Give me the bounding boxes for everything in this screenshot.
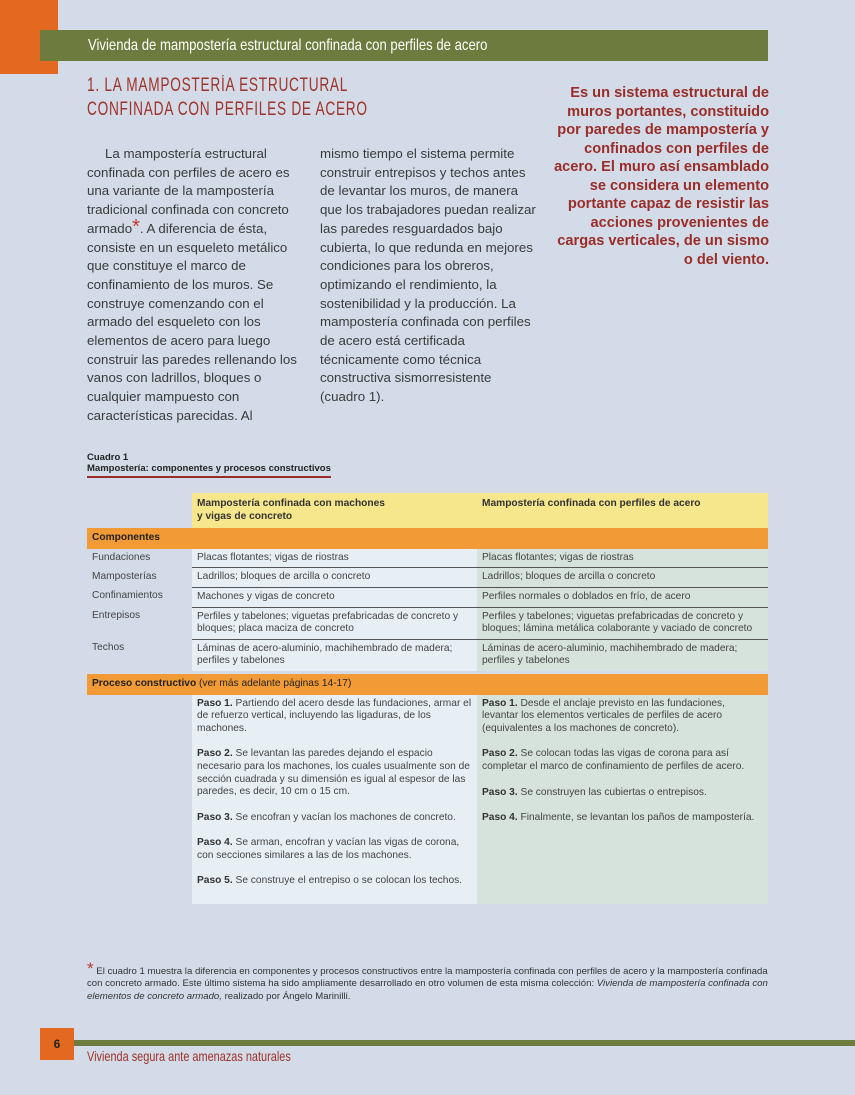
steps-steel (477, 695, 768, 905)
step: Paso 3. Se construyen las cubiertas o entrepisos. (482, 786, 707, 798)
section-title (87, 74, 368, 122)
table-row (87, 639, 768, 671)
steps-concrete (192, 695, 477, 905)
cell-concrete: Perfiles y tabelones; viguetas prefabricadas de concreto y bloques; placa maciza de concreto (192, 607, 477, 639)
cell-concrete: Placas flotantes; vigas de riostras (192, 549, 477, 568)
header-bar (40, 30, 768, 61)
table-row (87, 549, 768, 568)
table-caption-subtitle: Mampostería: componentes y procesos constructivos (87, 463, 331, 478)
step: Paso 2. Se levantan las paredes dejando el espacio necesario para los machones, los cuales usualmente son de sección cuadrada y su dimensión es igual al espesor de las paredes, es decir, 10 cm o 15 cm. (197, 748, 470, 798)
process-group-row (87, 674, 768, 695)
pull-quote: Es un sistema estructural de muros portantes, constituido por paredes de mampostería y confinados con perfiles de acero. El muro así ensamblado se considera un elemento portante capaz de resistir las acciones provenientes de cargas verticales, de un sismo o del viento. (554, 85, 769, 268)
body-text: mismo tiempo el sistema permite construir entrepisos y techos antes de levantar los muros, de manera que los trabajadores puedan realizar las paredes resguardados bajo cubierta, lo que redunda en mejores condiciones para los obreros, optimizando el rendimiento, la sostenibilidad y la producción. La mampostería confinada con perfiles de acero está certificada técnicamente como técnica constructiva sismorresistente (cuadro 1). (320, 146, 536, 405)
cell-concrete: Machones y vigas de concreto (192, 587, 477, 607)
components-header: Componentes (87, 528, 768, 549)
row-label: Techos (87, 639, 192, 671)
table-row (87, 568, 768, 588)
step: Paso 5. Se construye el entrepiso o se colocan los techos. (197, 875, 463, 887)
table-header-row (87, 493, 768, 528)
footnote: * El cuadro 1 muestra la diferencia en componentes y procesos constructivos entre la mampostería confinada con perfiles de acero y la mampostería confinada con concreto armado. Este último sistema ha sido ampliamente desarrollado en otro volumen de esta misma colección: Vivienda de mampostería confinada con elementos de concreto armado, realizado por Ángelo Marinilli. (87, 959, 768, 1002)
table-row (87, 587, 768, 607)
row-label: Entrepisos (87, 607, 192, 639)
cell-concrete: Ladrillos; bloques de arcilla o concreto (192, 568, 477, 588)
process-header: Proceso constructivo (ver más adelante páginas 14-17) (87, 674, 768, 695)
footer-title: Vivienda segura ante amenazas naturales (87, 1048, 291, 1064)
cell-steel: Ladrillos; bloques de arcilla o concreto (477, 568, 768, 588)
table-caption (87, 452, 331, 478)
process-steps-row (87, 695, 768, 905)
section-title-line1: 1. LA MAMPOSTERÍA ESTRUCTURAL (87, 75, 349, 96)
header-title: Vivienda de mampostería estructural confinada con perfiles de acero (88, 37, 488, 54)
section-title-line2: CONFINADA CON PERFILES DE ACERO (87, 99, 368, 120)
body-text: La mampostería estructural confinada con perfiles de acero es una variante de la mampostería tradicional confinada con concreto armado (87, 146, 290, 236)
column-header-steel: Mampostería confinada con perfiles de acero (477, 493, 768, 528)
cell-steel: Perfiles y tabelones; viguetas prefabricadas de concreto y bloques; lámina metálica colaborante y vaciado de concreto (477, 607, 768, 639)
step: Paso 2. Se colocan todas las vigas de corona para así completar el marco de confinamiento de perfiles de acero. (482, 748, 745, 772)
column-header-concrete: Mampostería confinada con machones y vigas de concreto (192, 493, 477, 528)
step: Paso 3. Se encofran y vacían los machones de concreto. (197, 811, 456, 823)
components-group-row (87, 528, 768, 549)
table-caption-number: Cuadro 1 (87, 452, 129, 463)
cell-steel: Placas flotantes; vigas de riostras (477, 549, 768, 568)
page-number: 6 (40, 1028, 74, 1060)
asterisk-mark: * (132, 215, 140, 238)
cell-steel: Perfiles normales o doblados en frío, de acero (477, 587, 768, 607)
table-row (87, 607, 768, 639)
row-label: Confinamientos (87, 587, 192, 607)
step: Paso 1. Desde el anclaje previsto en las fundaciones, levantar los elementos verticales de perfiles de acero (equivalentes a los machones de concreto). (482, 697, 725, 734)
cell-steel: Láminas de acero-aluminio, machihembrado de madera; perfiles y tabelones (477, 639, 768, 671)
cell-concrete: Láminas de acero-aluminio, machihembrado de madera; perfiles y tabelones (192, 639, 477, 671)
body-text: . A diferencia de ésta, consiste en un esqueleto metálico que constituye el marco de confinamiento de los muros. Se construye comenzando con el armado del esqueleto con los elementos de acero para luego construir las paredes rellenando los vanos con ladrillos, bloques o cualquier mampuesto con características parecidas. Al (87, 220, 297, 423)
row-label: Mamposterías (87, 568, 192, 588)
body-column-1 (87, 145, 305, 426)
step: Paso 1. Partiendo del acero desde las fundaciones, armar el de refuerzo vertical, incluyendo las ligaduras, de los machones. (197, 697, 472, 734)
footer-bar (74, 1040, 855, 1046)
step: Paso 4. Finalmente, se levantan los paños de mampostería. (482, 812, 755, 824)
row-label: Fundaciones (87, 549, 192, 568)
comparison-table (87, 493, 768, 904)
step: Paso 4. Se arman, encofran y vacían las vigas de corona, con secciones similares a las de los machones. (197, 837, 460, 861)
body-column-2 (320, 145, 538, 407)
footnote-asterisk: * (87, 959, 94, 978)
